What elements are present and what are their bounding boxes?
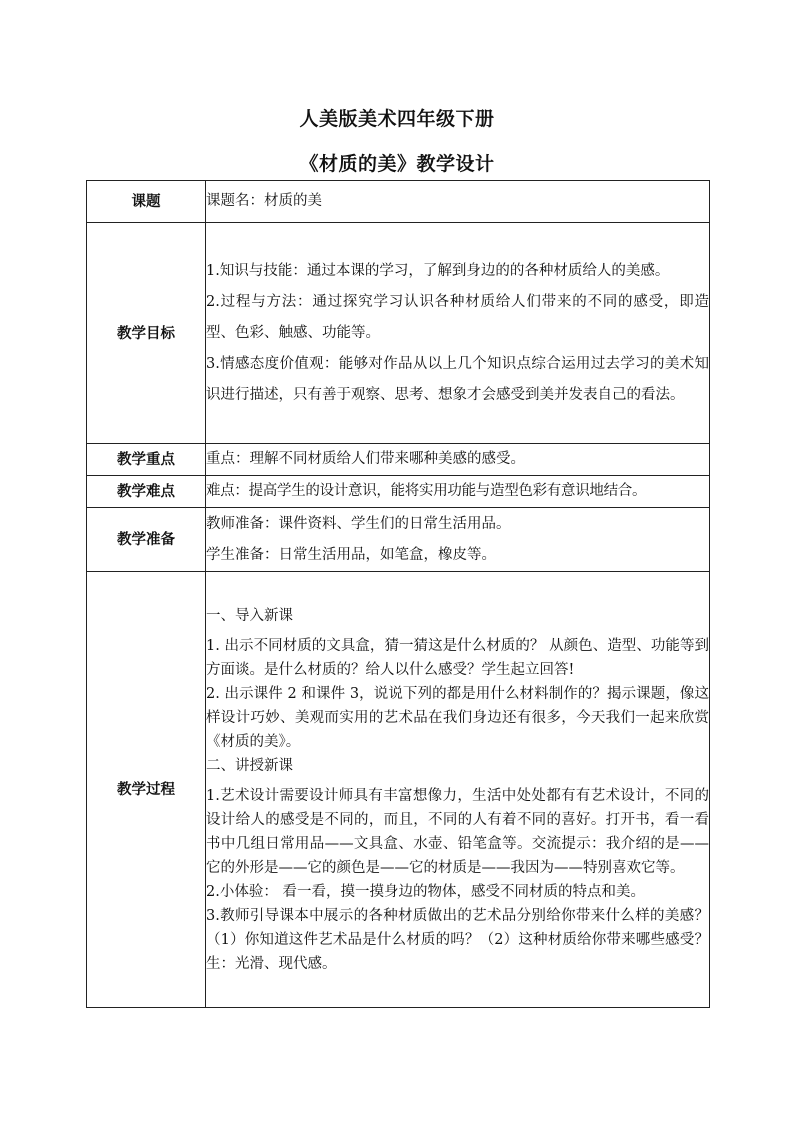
preparation-item: 学生准备：日常生活用品，如笔盒，橡皮等。 bbox=[206, 546, 496, 563]
row-label-difficulties: 教学难点 bbox=[87, 476, 206, 508]
document-title: 人美版美术四年级下册 bbox=[299, 108, 495, 130]
table-row-difficulties bbox=[87, 476, 710, 508]
objective-item: 3.情感态度价值观：能够对作品从以上几个知识点综合运用过去学习的美术知识进行描述，只有善于观察、思考、想象才会感受到美并发表自己的看法。 bbox=[206, 355, 709, 403]
objective-item: 1.知识与技能：通过本课的学习，了解到身边的的各种材质给人的美感。 bbox=[206, 262, 670, 279]
row-label-topic: 课题 bbox=[87, 181, 206, 223]
table-row-key-points bbox=[87, 444, 710, 476]
process-item: 3.教师引导课本中展示的各种材质做出的艺术品分别给你带来什么样的美感？（1）你知道这件艺术品是什么材质的吗？（2）这种材质给你带来哪些感受？生：光滑、现代感。 bbox=[206, 907, 709, 972]
table-row-process bbox=[87, 572, 710, 1008]
process-section-heading: 二、讲授新课 bbox=[206, 757, 293, 774]
process-section-heading: 一、导入新课 bbox=[206, 607, 293, 624]
row-label-preparation: 教学准备 bbox=[87, 508, 206, 572]
process-item: 1.艺术设计需要设计师具有丰富想像力，生活中处处都有有艺术设计，不同的设计给人的感受是不同的，而且，不同的人有着不同的喜好。打开书，看一看书中几组日常用品——文具盒、水壶、铅笔盒等。交流提示：我介绍的是——它的外形是——它的颜色是——它的材质是——我因为——特别喜欢它等。 bbox=[206, 787, 709, 876]
process-item: 2. 出示课件 2 和课件 3，说说下列的都是用什么材料制作的？揭示课题，像这样设计巧妙、美观而实用的艺术品在我们身边还有很多，今天我们一起来欣赏《材质的美》。 bbox=[206, 685, 709, 750]
row-label-key-points: 教学重点 bbox=[87, 444, 206, 476]
lesson-plan-table bbox=[86, 180, 710, 1008]
preparation-content bbox=[206, 508, 710, 572]
table-row-topic bbox=[87, 181, 710, 223]
preparation-item: 教师准备：课件资料、学生们的日常生活用品。 bbox=[206, 515, 511, 532]
topic-value: 课题名：材质的美 bbox=[206, 181, 710, 223]
process-item: 2.小体验： 看一看，摸一摸身边的物体，感受不同材质的特点和美。 bbox=[206, 883, 645, 900]
objective-item: 2.过程与方法：通过探究学习认识各种材质给人们带来的不同的感受，即造型、色彩、触感、功能等。 bbox=[206, 293, 709, 341]
document-subtitle: 《材质的美》教学设计 bbox=[299, 153, 495, 175]
process-item: 1. 出示不同材质的文具盒，猜一猜这是什么材质的？ 从颜色、造型、功能等到方面谈。是什么材质的？给人以什么感受？学生起立回答! bbox=[206, 637, 709, 678]
difficulties-value: 难点：提高学生的设计意识，能将实用功能与造型色彩有意识地结合。 bbox=[206, 476, 710, 508]
table-row-preparation bbox=[87, 508, 710, 572]
key-points-value: 重点：理解不同材质给人们带来哪种美感的感受。 bbox=[206, 444, 710, 476]
process-content bbox=[206, 572, 710, 1008]
row-label-process: 教学过程 bbox=[87, 572, 206, 1008]
table-row-objectives bbox=[87, 223, 710, 444]
row-label-objectives: 教学目标 bbox=[87, 223, 206, 444]
objectives-content bbox=[206, 223, 710, 444]
